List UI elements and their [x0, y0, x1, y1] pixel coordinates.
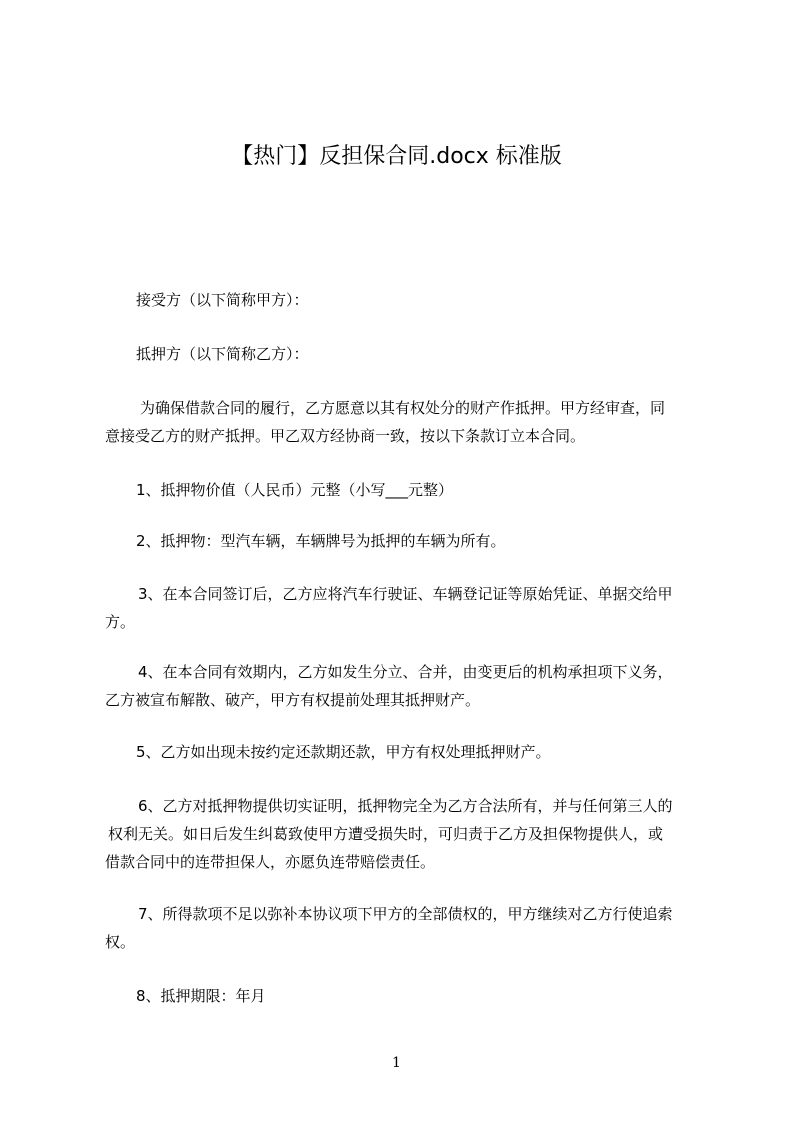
paragraph-line: 4、在本合同有效期内，乙方如发生分立、合并，由变更后的机构承担项下义务，	[138, 663, 673, 681]
paragraph-line: 3、在本合同签订后，乙方应将汽车行驶证、车辆登记证等原始凭证、单据交给甲	[138, 585, 673, 603]
paragraph-line: 方。	[105, 613, 136, 631]
paragraph-line: 7、所得款项不足以弥补本协议项下甲方的全部债权的，甲方继续对乙方行使追索	[138, 905, 673, 923]
paragraph-line: 乙方被宣布解散、破产，甲方有权提前处理其抵押财产。	[105, 691, 481, 709]
paragraph-line: 意接受乙方的财产抵押。甲乙双方经协商一致，按以下条款订立本合同。	[105, 427, 586, 445]
paragraph-line: 抵押方（以下简称乙方）：	[136, 345, 309, 363]
paragraph-line: 权。	[105, 933, 136, 951]
paragraph-line: 6、乙方对抵押物提供切实证明，抵押物完全为乙方合法所有，并与任何第三人的	[138, 797, 673, 815]
paragraph-line: 接受方（以下简称甲方）：	[136, 291, 309, 309]
page-number: 1	[392, 1055, 401, 1071]
paragraph-line: 8、抵押期限：年月	[136, 987, 266, 1005]
paragraph-line: 5、乙方如出现未按约定还款期还款，甲方有权处理抵押财产。	[136, 743, 551, 761]
paragraph-line: 2、抵押物：型汽车辆，车辆牌号为抵押的车辆为所有。	[136, 532, 506, 550]
document-title: 【热门】反担保合同.docx 标准版	[231, 144, 562, 169]
paragraph-line: 为确保借款合同的履行，乙方愿意以其有权处分的财产作抵押。甲方经审查，同	[140, 399, 666, 417]
paragraph-line: 借款合同中的连带担保人，亦愿负连带赔偿责任。	[105, 853, 436, 871]
paragraph-line: 1、抵押物价值（人民币）元整（小写___元整）	[136, 481, 454, 499]
paragraph-line: 权利无关。如日后发生纠葛致使甲方遭受损失时，可归责于乙方及担保物提供人，或	[108, 825, 664, 843]
